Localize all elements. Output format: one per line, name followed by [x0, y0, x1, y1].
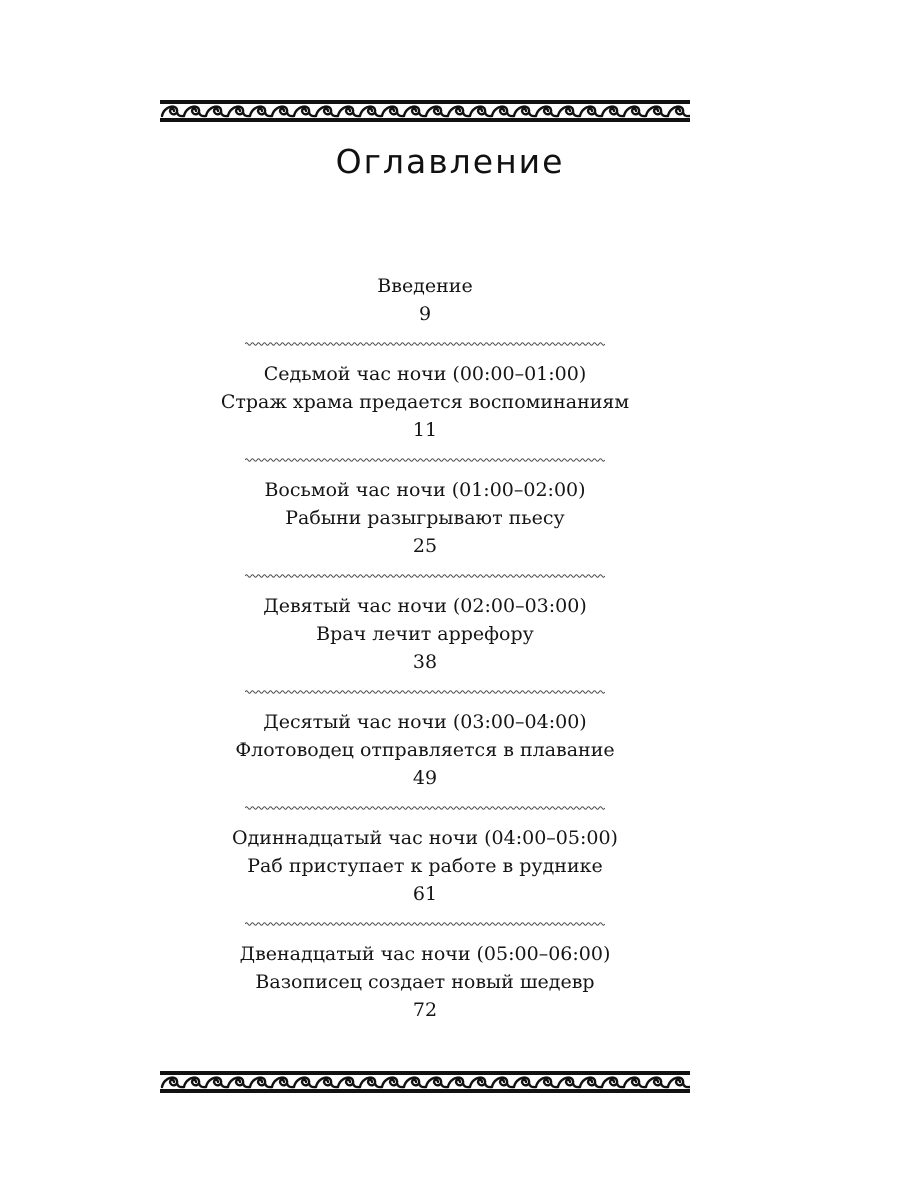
entry-subtitle: Флотоводец отправляется в плавание [235, 739, 615, 761]
wave-divider [245, 572, 605, 580]
entry-subtitle: Рабыни разыгрывают пьесу [285, 507, 565, 529]
entry-page-number: 72 [412, 999, 438, 1021]
entry-heading: Одиннадцатый час ночи (04:00–05:00) [232, 827, 618, 849]
wave-divider [245, 688, 605, 696]
toc-entry-hour-12[interactable] [160, 940, 690, 1024]
wave-divider [245, 456, 605, 464]
entry-heading: Девятый час ночи (02:00–03:00) [263, 595, 587, 617]
toc-entry-hour-7[interactable] [160, 360, 690, 444]
entry-heading: Седьмой час ночи (00:00–01:00) [263, 363, 587, 385]
toc-entry-hour-8[interactable] [160, 476, 690, 560]
entry-page-number: 25 [412, 535, 438, 557]
entry-page-number: 49 [412, 767, 438, 789]
toc-entry-hour-11[interactable] [160, 824, 690, 908]
toc-entry-hour-10[interactable] [160, 708, 690, 792]
entry-heading: Введение [377, 275, 473, 297]
entry-page-number: 38 [412, 651, 438, 673]
wave-divider [245, 920, 605, 928]
entry-page-number: 11 [412, 419, 438, 441]
entry-heading: Десятый час ночи (03:00–04:00) [263, 711, 587, 733]
wave-divider [245, 340, 605, 348]
table-of-contents [160, 272, 690, 1024]
greek-wave-border-top [160, 100, 690, 122]
entry-heading: Двенадцатый час ночи (05:00–06:00) [239, 943, 611, 965]
entry-subtitle: Врач лечит аррефору [316, 623, 534, 645]
entry-heading: Восьмой час ночи (01:00–02:00) [264, 479, 586, 501]
toc-entry-introduction[interactable] [160, 272, 690, 328]
entry-subtitle: Раб приступает к работе в руднике [247, 855, 603, 877]
wave-divider [245, 804, 605, 812]
toc-entry-hour-9[interactable] [160, 592, 690, 676]
greek-wave-border-bottom [160, 1071, 690, 1093]
entry-page-number: 61 [412, 883, 438, 905]
page-title: Оглавление [335, 142, 565, 181]
entry-page-number: 9 [418, 303, 432, 325]
entry-subtitle: Вазописец создает новый шедевр [255, 971, 595, 993]
entry-subtitle: Страж храма предается воспоминаниям [220, 391, 630, 413]
